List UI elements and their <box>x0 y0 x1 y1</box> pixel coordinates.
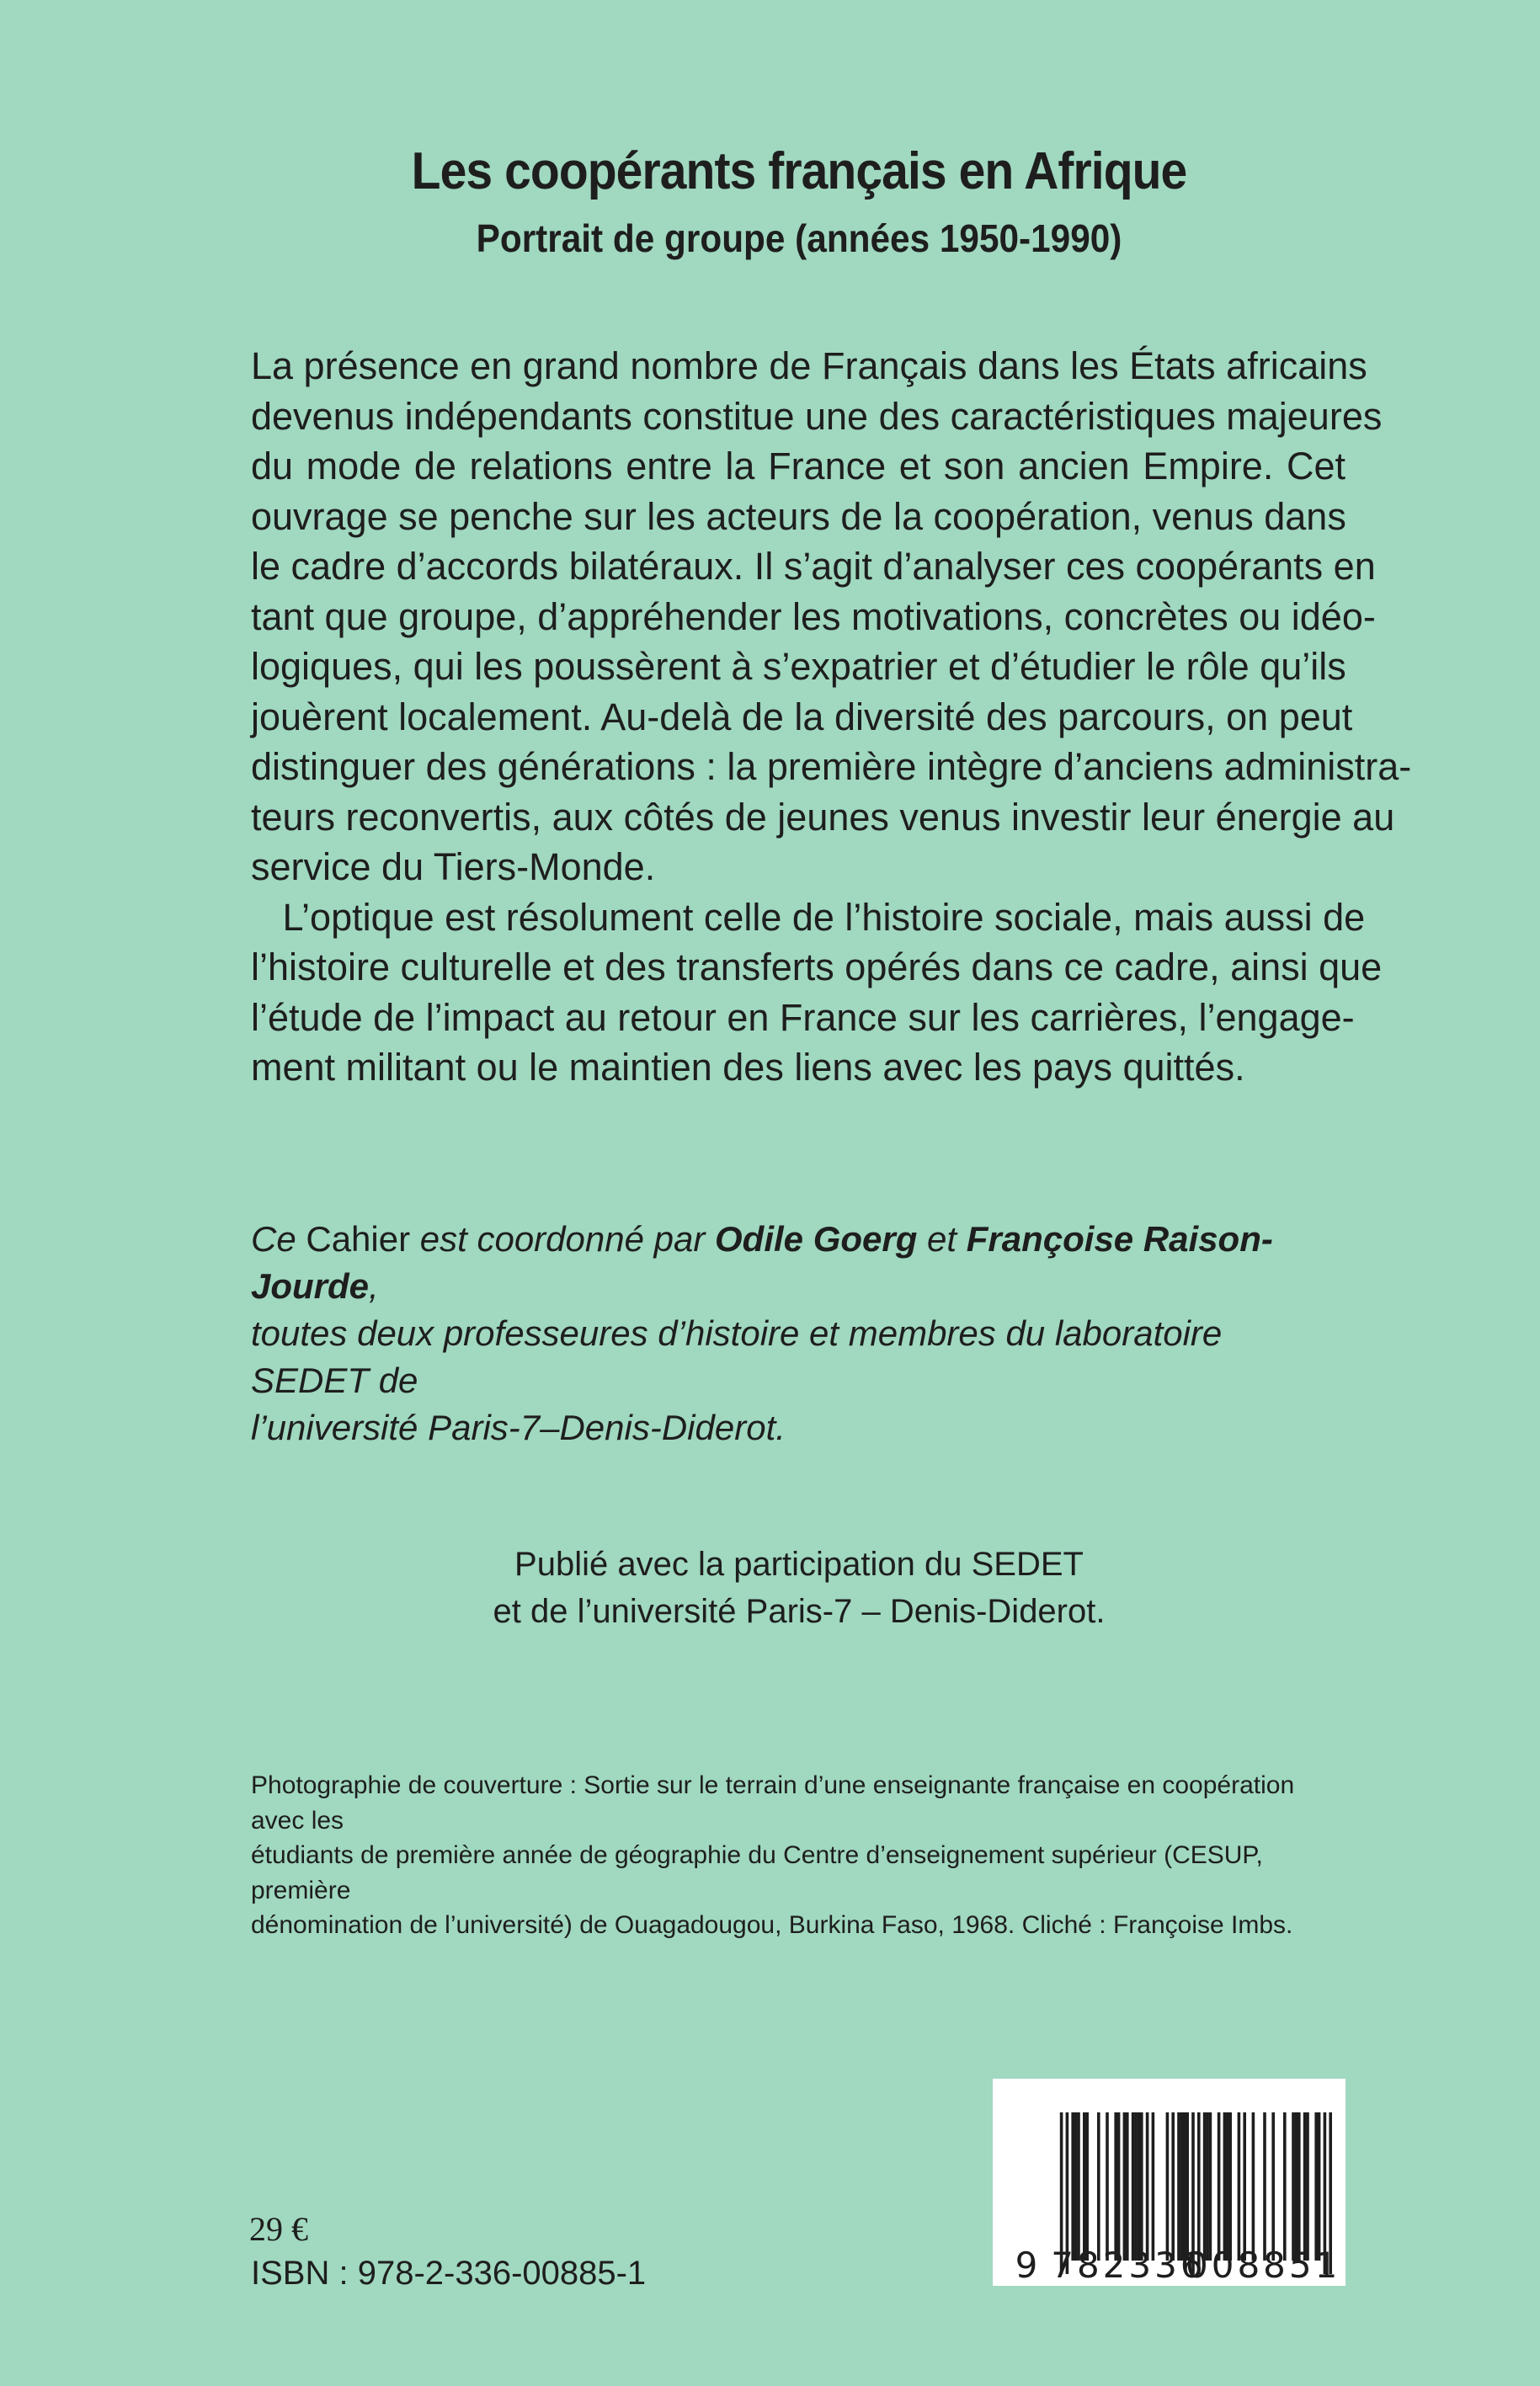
isbn: ISBN : 978-2-336-00885-1 <box>251 2255 647 2292</box>
text-line: teurs reconvertis, aux côtés de jeunes venus investir leur énergie au <box>251 795 1395 839</box>
barcode-bar <box>1206 2112 1209 2261</box>
barcode-bar <box>1318 2112 1321 2261</box>
barcode-bar <box>1203 2112 1207 2261</box>
barcode-bar <box>1303 2112 1307 2261</box>
barcode-bar <box>1252 2112 1255 2261</box>
barcode-bar <box>1123 2112 1127 2261</box>
barcode-bar <box>1140 2112 1143 2261</box>
blurb-paragraph-2 <box>251 892 1383 1093</box>
credit-line-1 <box>251 1216 1346 1310</box>
cover-photo-caption <box>251 1768 1346 1943</box>
barcode-bar <box>1186 2112 1189 2261</box>
caption-line: dénomination de l’université) de Ouagadougou, Burkina Faso, 1968. Cliché : Françoise Imbs. <box>251 1911 1293 1939</box>
barcode-bar <box>1223 2112 1227 2261</box>
price: 29 € <box>249 2210 308 2248</box>
credit-line-3: l’université Paris-7–Denis-Diderot. <box>251 1408 786 1447</box>
barcode-bar <box>1218 2112 1221 2261</box>
barcode-bar <box>1106 2112 1109 2261</box>
barcode-bar <box>1271 2112 1275 2261</box>
text-line: service du Tiers-Monde. <box>251 845 656 888</box>
text-line: ouvrage se penche sur les acteurs de la coopération, venus dans <box>251 494 1346 538</box>
text-line: du mode de relations entre la France et son ancien Empire. Cet <box>251 445 1346 487</box>
barcode-digits: 9 <box>1015 2245 1042 2286</box>
barcode-bar <box>1295 2112 1298 2261</box>
barcode-bar <box>1314 2112 1318 2261</box>
credit-text: Ce <box>251 1219 306 1259</box>
barcode-graphic <box>993 2079 1346 2286</box>
barcode-bar <box>1183 2112 1186 2261</box>
barcode-bar <box>1292 2112 1295 2261</box>
text-line: l’étude de l’impact au retour en France sur les carrières, l’engage- <box>251 995 1355 1039</box>
barcode-digits: 782336 <box>1051 2245 1207 2286</box>
text-line: devenus indépendants constitue une des caractéristiques majeures <box>251 394 1383 438</box>
text-line: distinguer des générations : la première intègre d’anciens administra- <box>251 745 1412 788</box>
barcode-bar <box>1146 2112 1149 2261</box>
barcode-bar <box>1114 2112 1117 2261</box>
blurb-paragraph-1 <box>251 341 1412 892</box>
editors-credit <box>251 1216 1346 1451</box>
barcode-bar <box>1138 2112 1141 2261</box>
publication-line: Publié avec la participation du SEDET <box>514 1546 1084 1583</box>
barcode-bar <box>1298 2112 1301 2261</box>
caption-line: étudiants de première année de géographie du Centre d’enseignement supérieur (CESUP, première <box>251 1841 1263 1904</box>
barcode <box>993 2079 1346 2286</box>
text-line: le cadre d’accords bilatéraux. Il s’agit d’analyser ces coopérants en <box>251 545 1376 588</box>
barcode-bar <box>1228 2112 1232 2261</box>
text-line: tant que groupe, d’appréhender les motivations, concrètes ou idéo- <box>251 594 1376 638</box>
text-line: jouèrent localement. Au-delà de la diversité des parcours, on peut <box>251 695 1353 738</box>
barcode-bar <box>1083 2112 1086 2261</box>
barcode-bar <box>1097 2112 1100 2261</box>
credit-text: est coordonné par <box>410 1219 715 1259</box>
book-title: Les coopérants français en Afrique <box>411 142 1187 200</box>
barcode-bar <box>1166 2112 1170 2261</box>
barcode-bar <box>1243 2112 1246 2261</box>
blurb <box>251 341 1412 1093</box>
text-line: La présence en grand nombre de Français dans les États africains <box>251 344 1367 387</box>
barcode-bar <box>1283 2112 1287 2261</box>
barcode-bar <box>1171 2112 1175 2261</box>
barcode-bar <box>1306 2112 1309 2261</box>
barcode-bar <box>1134 2112 1138 2261</box>
publication-note <box>0 1541 1540 1635</box>
barcode-bar <box>1074 2112 1078 2261</box>
barcode-bar <box>1071 2112 1074 2261</box>
barcode-bar <box>1077 2112 1080 2261</box>
text-line: ment militant ou le maintien des liens avec les pays quittés. <box>251 1046 1245 1089</box>
barcode-digits: 008851 <box>1186 2245 1341 2286</box>
series-name: Cahier <box>306 1219 411 1259</box>
barcode-bar <box>1126 2112 1129 2261</box>
barcode-bar <box>1132 2112 1135 2261</box>
text-line: L’optique est résolument celle de l’histoire sociale, mais aussi de <box>251 895 1366 939</box>
barcode-bar <box>1085 2112 1089 2261</box>
credit-line-2: toutes deux professeures d’histoire et membres du laboratoire SEDET de <box>251 1313 1223 1400</box>
credit-text: , <box>369 1266 379 1306</box>
editor-name: Odile Goerg <box>715 1219 918 1259</box>
barcode-bar <box>1226 2112 1229 2261</box>
publication-line: et de l’université Paris-7 – Denis-Diderot. <box>493 1593 1106 1630</box>
book-subtitle: Portrait de groupe (années 1950-1990) <box>476 216 1122 260</box>
editor-name: Françoise Raison-Jourde <box>251 1219 1273 1306</box>
barcode-bar <box>1152 2112 1155 2261</box>
barcode-bar <box>1180 2112 1184 2261</box>
barcode-bar <box>1209 2112 1212 2261</box>
barcode-bar <box>1263 2112 1266 2261</box>
credit-text: et <box>917 1219 967 1259</box>
caption-line: Photographie de couverture : Sortie sur le terrain d’une enseignante française en coopération avec les <box>251 1771 1295 1835</box>
text-line: l’histoire culturelle et des transferts opérés dans ce cadre, ainsi que <box>251 945 1383 988</box>
barcode-bar <box>1177 2112 1180 2261</box>
barcode-bar <box>1117 2112 1121 2261</box>
text-line: logiques, qui les poussèrent à s’expatrier et d’étudier le rôle qu’ils <box>251 645 1346 688</box>
barcode-bar <box>1238 2112 1241 2261</box>
